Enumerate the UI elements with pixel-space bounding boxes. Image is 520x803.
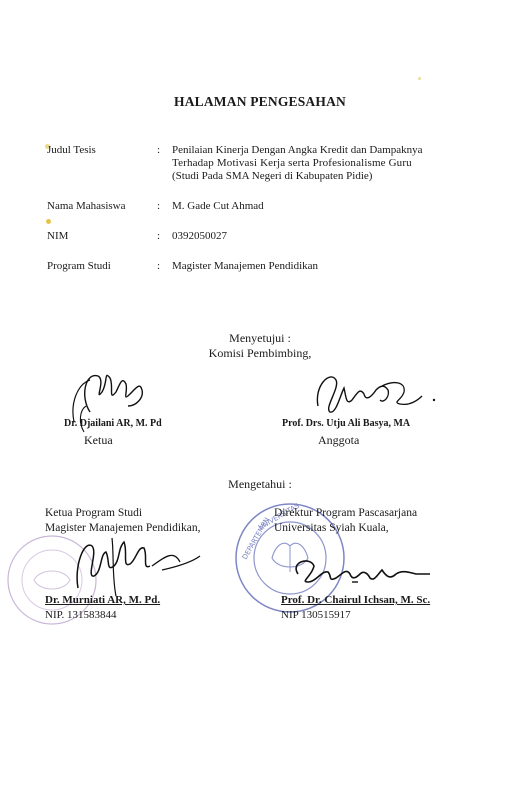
director-unit: Universitas Syiah Kuala, <box>274 522 389 534</box>
approval-subheading: Komisi Pembimbing, <box>208 346 312 360</box>
program-head-nip: NIP. 131583844 <box>45 609 117 621</box>
thesis-title-value <box>172 144 502 183</box>
program-head-unit: Magister Manajemen Pendidikan, <box>45 522 201 534</box>
signature-djailani <box>60 362 160 442</box>
colon: : <box>157 144 161 156</box>
supervisor-1-name: Dr. Djailani AR, M. Pd <box>64 418 162 429</box>
supervisor-1-role: Ketua <box>84 433 113 447</box>
supervisor-2-name: Prof. Drs. Utju Ali Basya, MA <box>282 418 411 429</box>
thesis-title-line: Penilaian Kinerja Dengan Angka Kredit dan Dampaknya <box>172 144 423 156</box>
page-title: HALAMAN PENGESAHAN <box>174 94 346 109</box>
program-head-title: Ketua Program Studi <box>45 507 143 519</box>
svg-text:DEPARTEMEN: DEPARTEMEN <box>240 516 272 561</box>
svg-text:UNIVERSITAS: UNIVERSITAS <box>257 501 301 532</box>
highlight-dot <box>46 219 51 224</box>
colon: : <box>157 200 161 212</box>
thesis-title-label: Judul Tesis <box>47 144 96 156</box>
student-name-label: Nama Mahasiswa <box>47 200 126 212</box>
director-nip: NIP 130515917 <box>281 609 351 621</box>
director-title: Direktur Program Pascasarjana <box>274 507 418 519</box>
signature-utju <box>310 366 450 426</box>
colon: : <box>157 230 161 242</box>
approval-heading: Menyetujui : <box>229 331 291 345</box>
acknowledgement-heading: Mengetahui : <box>228 477 292 491</box>
study-program-value: Magister Manajemen Pendidikan <box>172 260 319 272</box>
study-program-label: Program Studi <box>47 260 111 272</box>
thesis-title-line: (Studi Pada SMA Negeri di Kabupaten Pidie) <box>172 170 373 182</box>
highlight-dot <box>418 77 421 80</box>
program-head-name: Dr. Murniati AR, M. Pd. <box>45 594 161 606</box>
student-name-value: M. Gade Cut Ahmad <box>172 200 264 212</box>
supervisor-2-role: Anggota <box>318 433 360 447</box>
director-name: Prof. Dr. Chairul Ichsan, M. Sc. <box>281 594 431 606</box>
colon: : <box>157 260 161 272</box>
nim-label: NIM <box>47 230 69 242</box>
thesis-title-line: Terhadap Motivasi Kerja serta Profesionalisme Guru <box>172 157 412 169</box>
nim-value: 0392050027 <box>172 230 227 242</box>
